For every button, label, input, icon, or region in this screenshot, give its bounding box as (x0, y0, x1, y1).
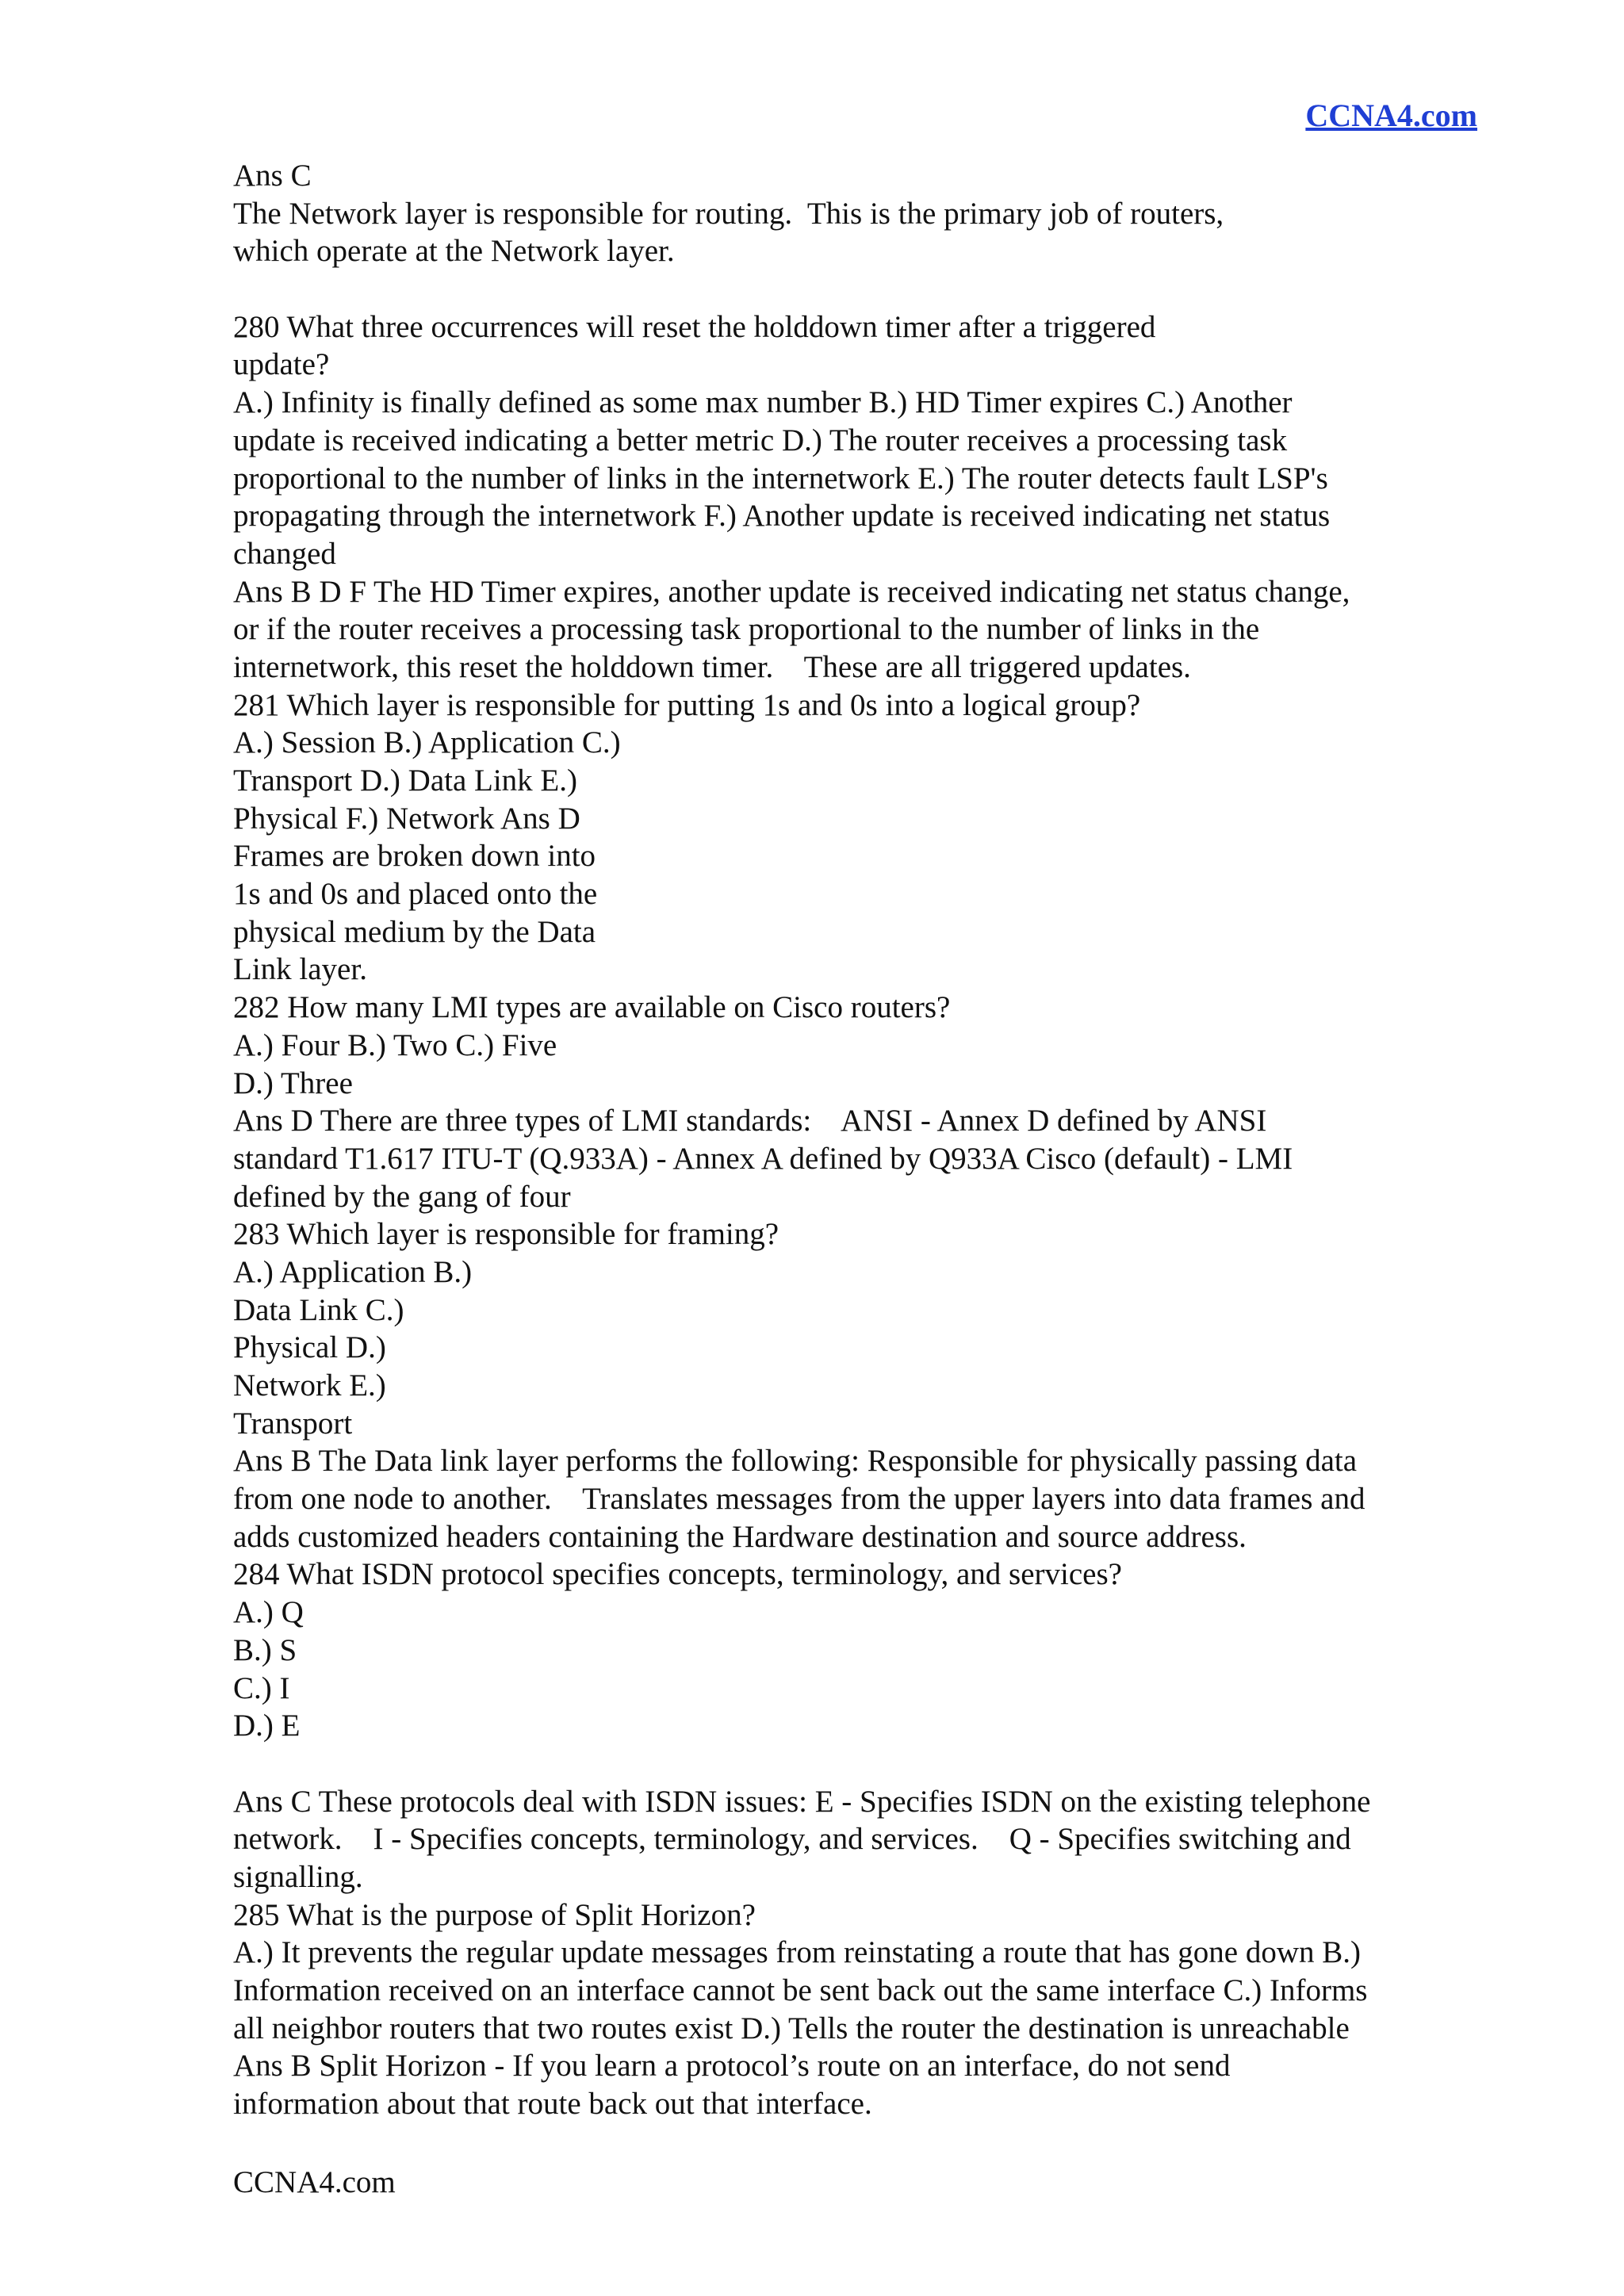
text-line: B.) S (233, 1632, 297, 1667)
text-line: Transport (233, 1406, 353, 1441)
text-line: 1s and 0s and placed onto the (233, 877, 598, 912)
text-line: A.) Application B.) (233, 1254, 473, 1289)
text-line: 280 What three occurrences will reset the holddown timer after a triggered (233, 309, 1156, 344)
text-line: C.) I (233, 1670, 290, 1705)
text-line: 281 Which layer is responsible for putting 1s and 0s into a logical group? (233, 687, 1141, 722)
text-line: Ans C These protocols deal with ISDN issues: E - Specifies ISDN on the existing telephone (233, 1784, 1371, 1819)
text-line: network. I - Specifies concepts, terminology, and services. Q - Specifies switching and (233, 1822, 1351, 1857)
text-line: adds customized headers containing the Hardware destination and source address. (233, 1519, 1247, 1554)
text-line: Frames are broken down into (233, 839, 596, 874)
text-line: A.) Four B.) Two C.) Five (233, 1027, 557, 1062)
text-line: 285 What is the purpose of Split Horizon? (233, 1897, 756, 1932)
text-line: proportional to the number of links in the internetwork E.) The router detects fault LSP's (233, 461, 1328, 496)
text-line: Transport D.) Data Link E.) (233, 763, 577, 798)
text-line: Physical F.) Network Ans D (233, 801, 580, 836)
text-line: 284 What ISDN protocol specifies concepts, terminology, and services? (233, 1557, 1122, 1592)
text-line: standard T1.617 ITU-T (Q.933A) - Annex A defined by Q933A Cisco (default) - LMI (233, 1141, 1293, 1176)
text-line: update is received indicating a better metric D.) The router receives a processing task (233, 423, 1288, 457)
text-line: 282 How many LMI types are available on Cisco routers? (233, 990, 951, 1025)
text-line: from one node to another. Translates messages from the upper layers into data frames and (233, 1482, 1365, 1517)
text-line: A.) Session B.) Application C.) (233, 725, 621, 760)
document-body (233, 157, 1470, 2123)
text-line: Ans B Split Horizon - If you learn a protocol’s route on an interface, do not send (233, 2049, 1231, 2084)
text-line: The Network layer is responsible for routing. This is the primary job of routers, (233, 196, 1224, 231)
text-line: A.) Q (233, 1595, 304, 1630)
text-line: Network E.) (233, 1368, 386, 1402)
text-line: Ans D There are three types of LMI standards: ANSI - Annex D defined by ANSI (233, 1104, 1267, 1138)
text-line: propagating through the internetwork F.) Another update is received indicating net status (233, 499, 1331, 534)
blank-line (233, 270, 1470, 308)
text-line: changed (233, 536, 336, 571)
text-line: which operate at the Network layer. (233, 234, 675, 269)
text-line: internetwork, this reset the holddown timer. These are all triggered updates. (233, 649, 1191, 684)
text-line: D.) Three (233, 1066, 353, 1100)
text-line: Data Link C.) (233, 1292, 404, 1327)
text-line: all neighbor routers that two routes exist D.) Tells the router the destination is unreachable (233, 2011, 1350, 2045)
text-line: Ans B D F The HD Timer expires, another update is received indicating net status change, (233, 574, 1350, 609)
text-line: A.) Infinity is finally defined as some max number B.) HD Timer expires C.) Another (233, 385, 1293, 420)
text-line: Ans C (233, 159, 312, 193)
text-line: Link layer. (233, 952, 367, 987)
site-link[interactable]: CCNA4.com (1305, 98, 1477, 133)
text-line: update? (233, 347, 330, 382)
blank-line (233, 1745, 1470, 1783)
text-line: A.) It prevents the regular update messages from reinstating a route that has gone down B.) (233, 1935, 1361, 1970)
text-line: 283 Which layer is responsible for framing? (233, 1217, 779, 1252)
text-line: Physical D.) (233, 1330, 386, 1365)
text-line: Ans B The Data link layer performs the following: Responsible for physically passing data (233, 1444, 1358, 1479)
text-line: physical medium by the Data (233, 914, 596, 949)
text-line: Information received on an interface cannot be sent back out the same interface C.) Informs (233, 1973, 1368, 2007)
page-footer: CCNA4.com (233, 2165, 396, 2199)
text-line: D.) E (233, 1709, 301, 1743)
text-line: signalling. (233, 1859, 363, 1894)
text-line: or if the router receives a processing task proportional to the number of links in the (233, 612, 1260, 647)
text-line: defined by the gang of four (233, 1179, 571, 1214)
text-line: information about that route back out that interface. (233, 2087, 872, 2122)
